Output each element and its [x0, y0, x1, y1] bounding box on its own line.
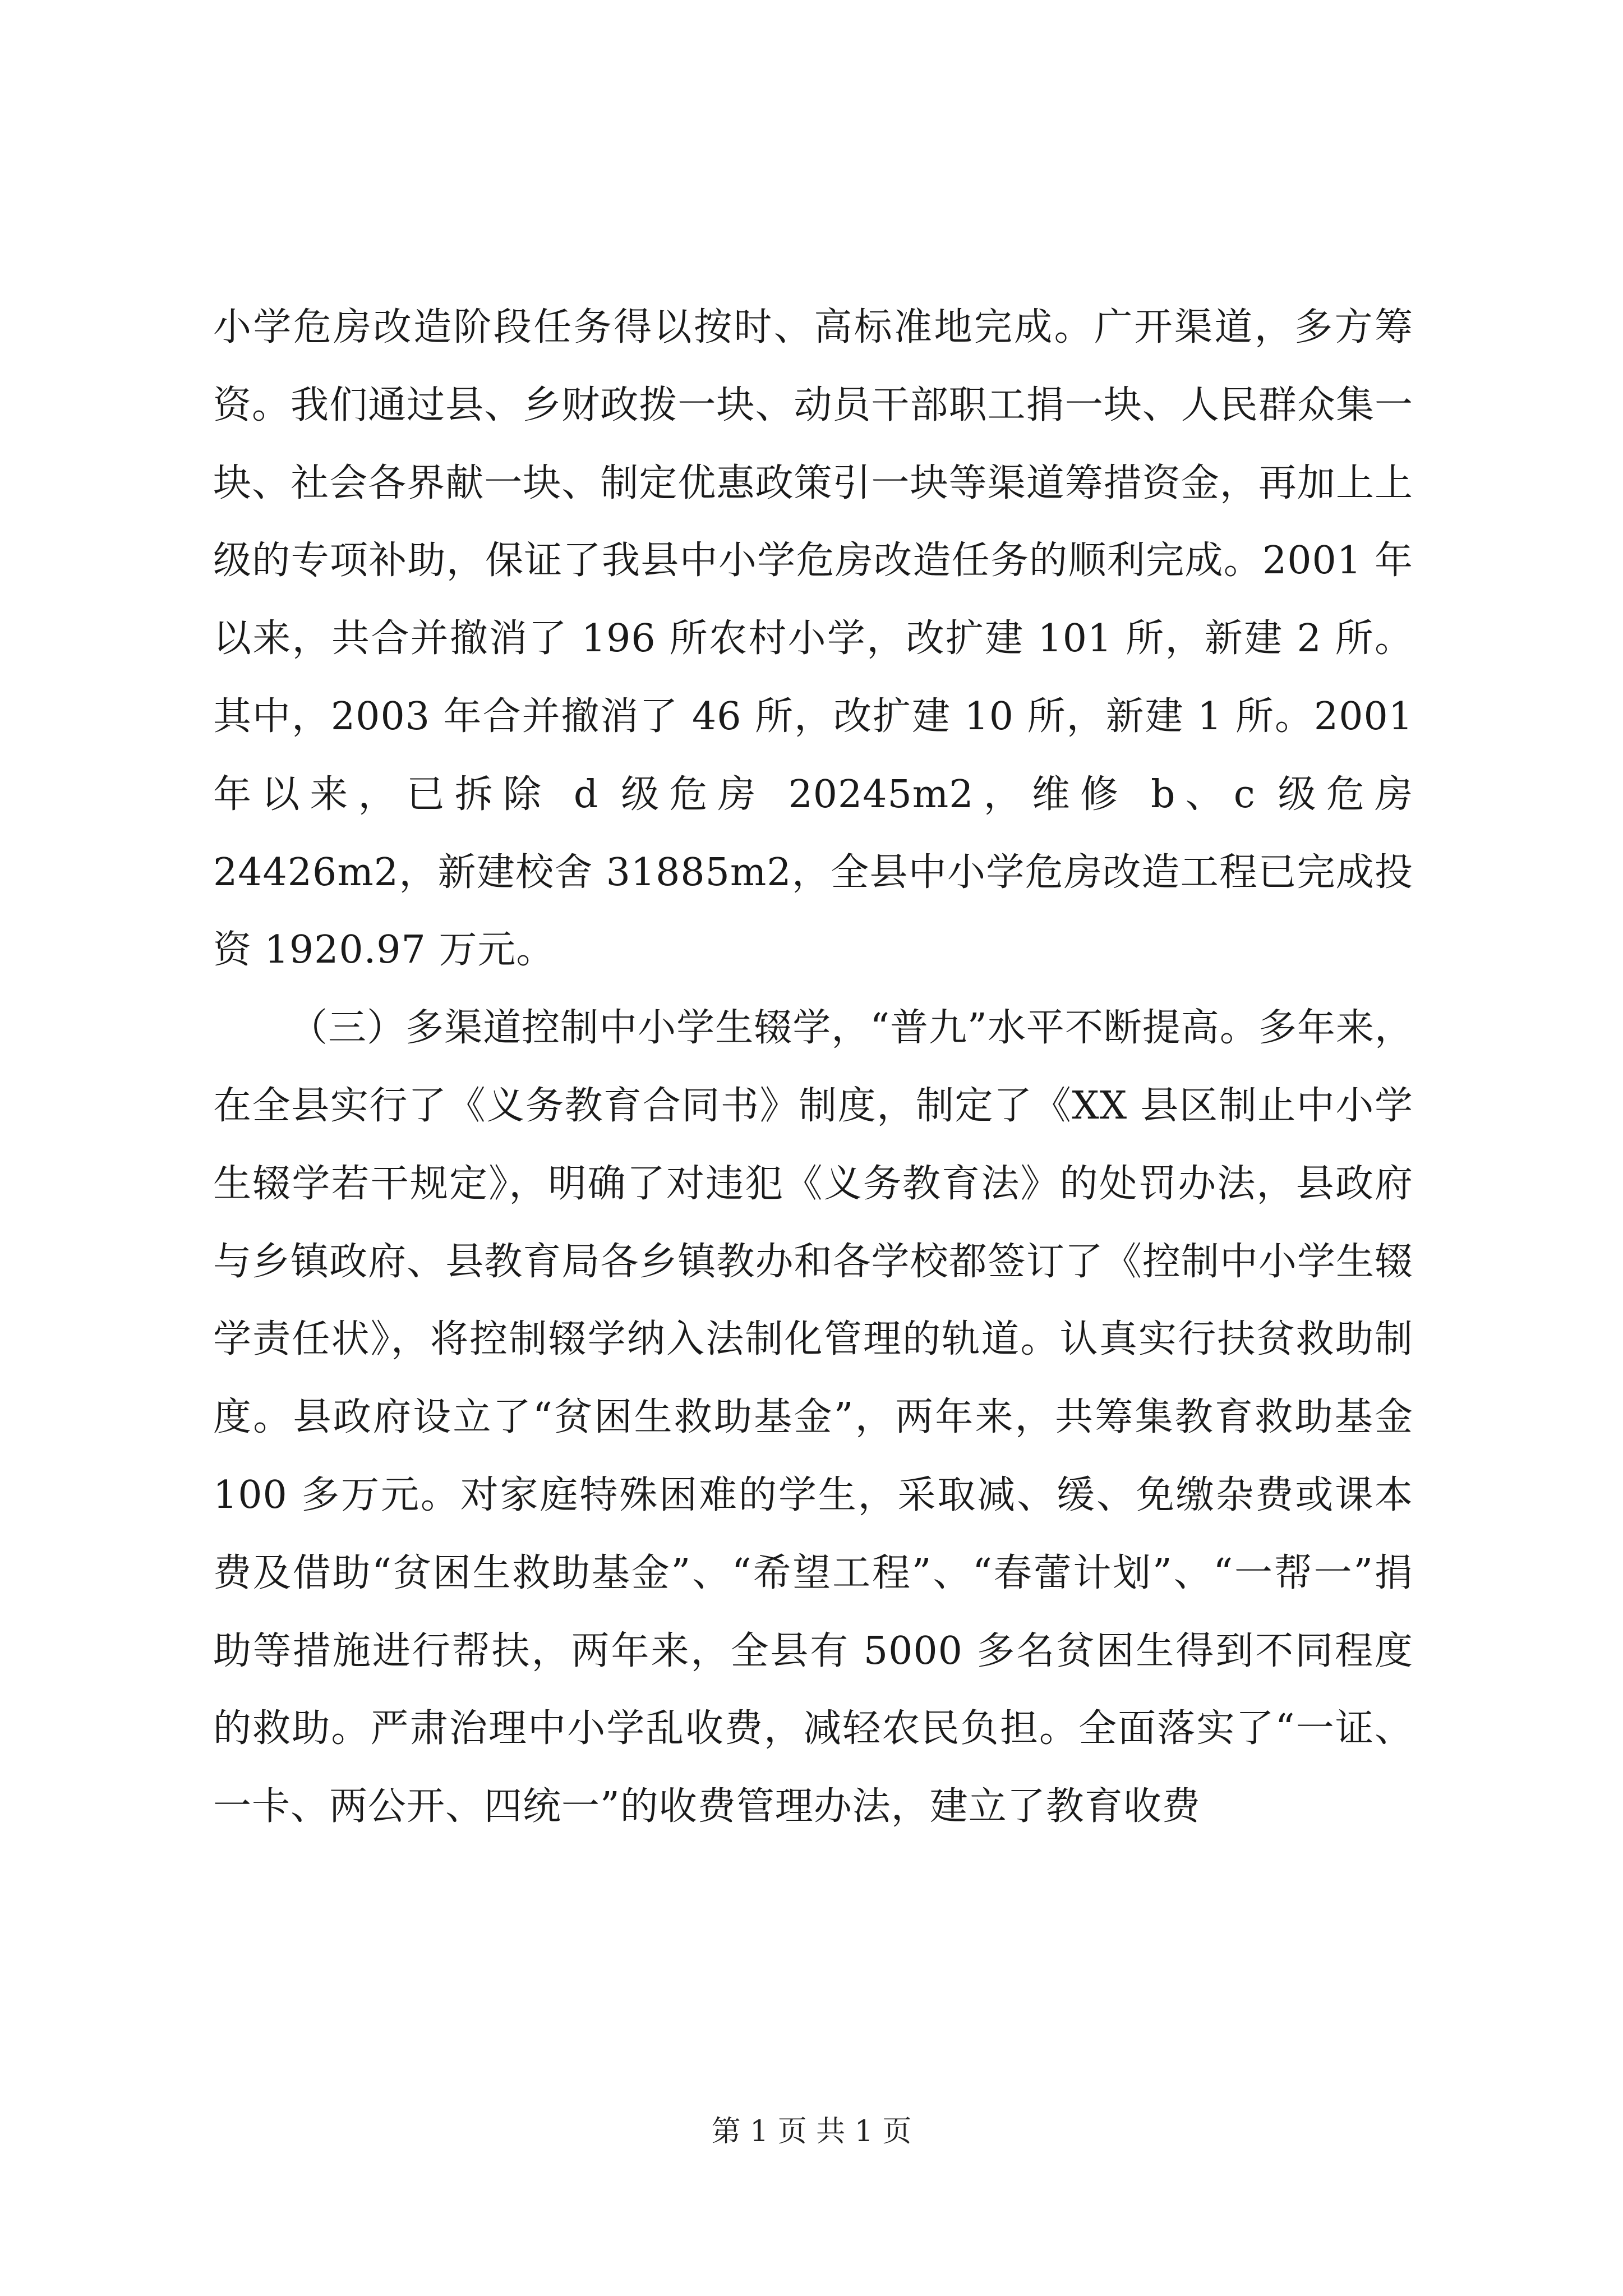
- document-body: [213, 289, 1413, 1846]
- page-footer: 第 1 页 共 1 页: [711, 2115, 912, 2148]
- body-paragraph-1: 小学危房改造阶段任务得以按时、高标准地完成。广开渠道，多方筹资。我们通过县、乡财政拨一块、动员干部职工捐一块、人民群众集一块、社会各界献一块、制定优惠政策引一块等渠道筹措资金，再加上上级的专项补助，保证了我县中小学危房改造任务的顺利完成。2001 年以来，共合并撤消了 196 所农村小学，改扩建 101 所，新建 2 所。其中，2003 年合并撤消了 46 所，改扩建 10 所，新建 1 所。2001 年以来，已拆除 d 级危房 20245m2，维修 b、c 级危房 24426m2，新建校舍 31885m2，全县中小学危房改造工程已完成投资 1920.97 万元。: [213, 305, 1413, 973]
- body-paragraph-2: （三）多渠道控制中小学生辍学，“普九”水平不断提高。多年来，在全县实行了《义务教育合同书》制度，制定了《XX 县区制止中小学生辍学若干规定》，明确了对违犯《义务教育法》的处罚办法，县政府与乡镇政府、县教育局各乡镇教办和各学校都签订了《控制中小学生辍学责任状》，将控制辍学纳入法制化管理的轨道。认真实行扶贫救助制度。县政府设立了“贫困生救助基金”，两年来，共筹集教育救助基金 100 多万元。对家庭特殊困难的学生，采取减、缓、免缴杂费或课本费及借助“贫困生救助基金”、“希望工程”、“春蕾计划”、“一帮一”捐助等措施进行帮扶，两年来，全县有 5000 多名贫困生得到不同程度的救助。严肃治理中小学乱收费，减轻农民负担。全面落实了“一证、一卡、两公开、四统一”的收费管理办法，建立了教育收费: [213, 1006, 1413, 1829]
